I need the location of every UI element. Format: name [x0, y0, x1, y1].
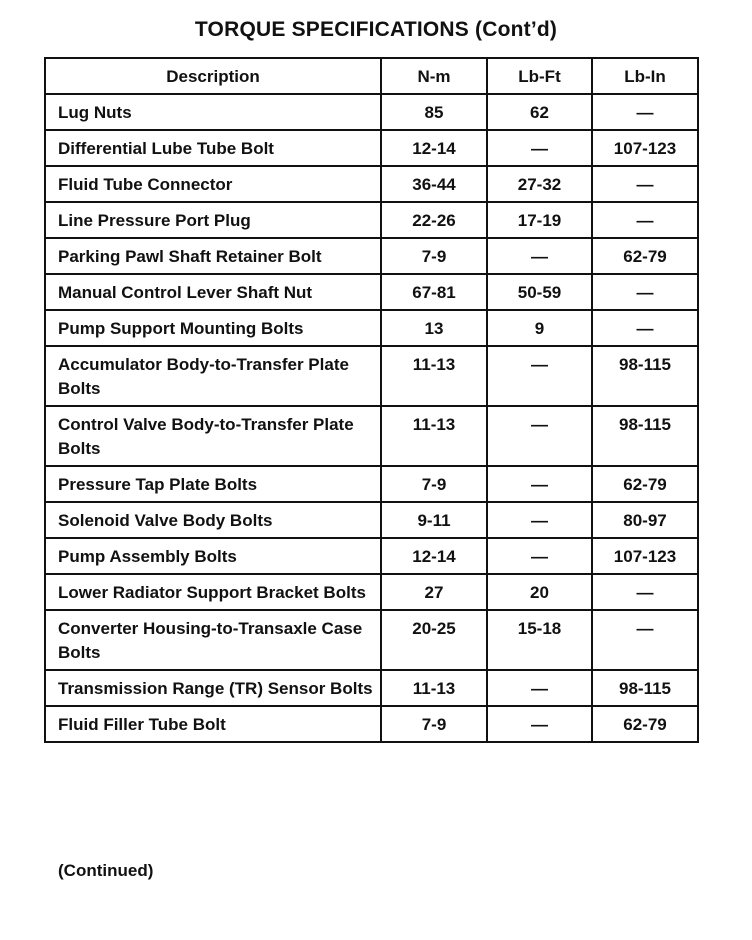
- table-row: [45, 202, 698, 238]
- cell-lbin: 107-123: [592, 538, 698, 574]
- cell-description: Manual Control Lever Shaft Nut: [45, 274, 381, 310]
- cell-nm: 11-13: [381, 346, 487, 406]
- cell-lbin: 98-115: [592, 670, 698, 706]
- cell-description: Parking Pawl Shaft Retainer Bolt: [45, 238, 381, 274]
- cell-description: Fluid Filler Tube Bolt: [45, 706, 381, 742]
- cell-description: Line Pressure Port Plug: [45, 202, 381, 238]
- cell-nm: 7-9: [381, 238, 487, 274]
- cell-description: Accumulator Body-to-Transfer Plate Bolts: [45, 346, 381, 406]
- cell-lbft: —: [487, 538, 592, 574]
- cell-description: Solenoid Valve Body Bolts: [45, 502, 381, 538]
- cell-lbin: —: [592, 166, 698, 202]
- cell-nm: 22-26: [381, 202, 487, 238]
- cell-nm: 11-13: [381, 670, 487, 706]
- table-header-row: [45, 58, 698, 94]
- cell-lbft: —: [487, 670, 592, 706]
- table-row: [45, 406, 698, 466]
- cell-lbin: —: [592, 274, 698, 310]
- cell-lbft: 62: [487, 94, 592, 130]
- cell-nm: 85: [381, 94, 487, 130]
- cell-description: Transmission Range (TR) Sensor Bolts: [45, 670, 381, 706]
- cell-lbin: 107-123: [592, 130, 698, 166]
- table-row: [45, 310, 698, 346]
- cell-description: Lower Radiator Support Bracket Bolts: [45, 574, 381, 610]
- table-row: [45, 466, 698, 502]
- cell-description: Differential Lube Tube Bolt: [45, 130, 381, 166]
- table-row: [45, 670, 698, 706]
- cell-lbft: 20: [487, 574, 592, 610]
- table-row: [45, 502, 698, 538]
- cell-lbin: —: [592, 94, 698, 130]
- cell-lbin: 62-79: [592, 238, 698, 274]
- cell-description: Lug Nuts: [45, 94, 381, 130]
- cell-lbft: 9: [487, 310, 592, 346]
- cell-lbin: 98-115: [592, 346, 698, 406]
- cell-nm: 13: [381, 310, 487, 346]
- cell-lbin: —: [592, 610, 698, 670]
- cell-lbin: —: [592, 202, 698, 238]
- cell-nm: 12-14: [381, 538, 487, 574]
- cell-description: Pressure Tap Plate Bolts: [45, 466, 381, 502]
- cell-lbft: 15-18: [487, 610, 592, 670]
- cell-lbft: 27-32: [487, 166, 592, 202]
- cell-lbin: —: [592, 574, 698, 610]
- table-row: [45, 166, 698, 202]
- cell-lbft: 50-59: [487, 274, 592, 310]
- table-row: [45, 706, 698, 742]
- cell-nm: 12-14: [381, 130, 487, 166]
- cell-nm: 7-9: [381, 466, 487, 502]
- page-title: TORQUE SPECIFICATIONS (Cont’d): [194, 18, 558, 41]
- cell-description: Pump Support Mounting Bolts: [45, 310, 381, 346]
- cell-lbft: —: [487, 346, 592, 406]
- table-row: [45, 574, 698, 610]
- cell-lbin: 80-97: [592, 502, 698, 538]
- cell-description: Pump Assembly Bolts: [45, 538, 381, 574]
- header-lbin: Lb-In: [592, 58, 698, 94]
- cell-nm: 67-81: [381, 274, 487, 310]
- cell-nm: 20-25: [381, 610, 487, 670]
- cell-lbft: —: [487, 406, 592, 466]
- table-row: [45, 130, 698, 166]
- cell-nm: 7-9: [381, 706, 487, 742]
- continued-note: (Continued): [58, 861, 154, 880]
- header-lbft: Lb-Ft: [487, 58, 592, 94]
- cell-description: Fluid Tube Connector: [45, 166, 381, 202]
- cell-lbft: —: [487, 130, 592, 166]
- cell-lbft: —: [487, 502, 592, 538]
- header-description: Description: [45, 58, 381, 94]
- cell-lbft: —: [487, 706, 592, 742]
- cell-lbft: —: [487, 238, 592, 274]
- cell-description: Converter Housing-to-Transaxle Case Bolts: [45, 610, 381, 670]
- cell-lbft: —: [487, 466, 592, 502]
- cell-lbft: 17-19: [487, 202, 592, 238]
- cell-lbin: —: [592, 310, 698, 346]
- cell-description: Control Valve Body-to-Transfer Plate Bolts: [45, 406, 381, 466]
- header-nm: N-m: [381, 58, 487, 94]
- table-row: [45, 538, 698, 574]
- cell-nm: 27: [381, 574, 487, 610]
- table-row: [45, 94, 698, 130]
- cell-lbin: 98-115: [592, 406, 698, 466]
- cell-lbin: 62-79: [592, 706, 698, 742]
- cell-nm: 9-11: [381, 502, 487, 538]
- table-row: [45, 238, 698, 274]
- cell-nm: 36-44: [381, 166, 487, 202]
- table-row: [45, 610, 698, 670]
- cell-lbin: 62-79: [592, 466, 698, 502]
- torque-spec-table: [44, 57, 699, 743]
- table-row: [45, 346, 698, 406]
- cell-nm: 11-13: [381, 406, 487, 466]
- table-row: [45, 274, 698, 310]
